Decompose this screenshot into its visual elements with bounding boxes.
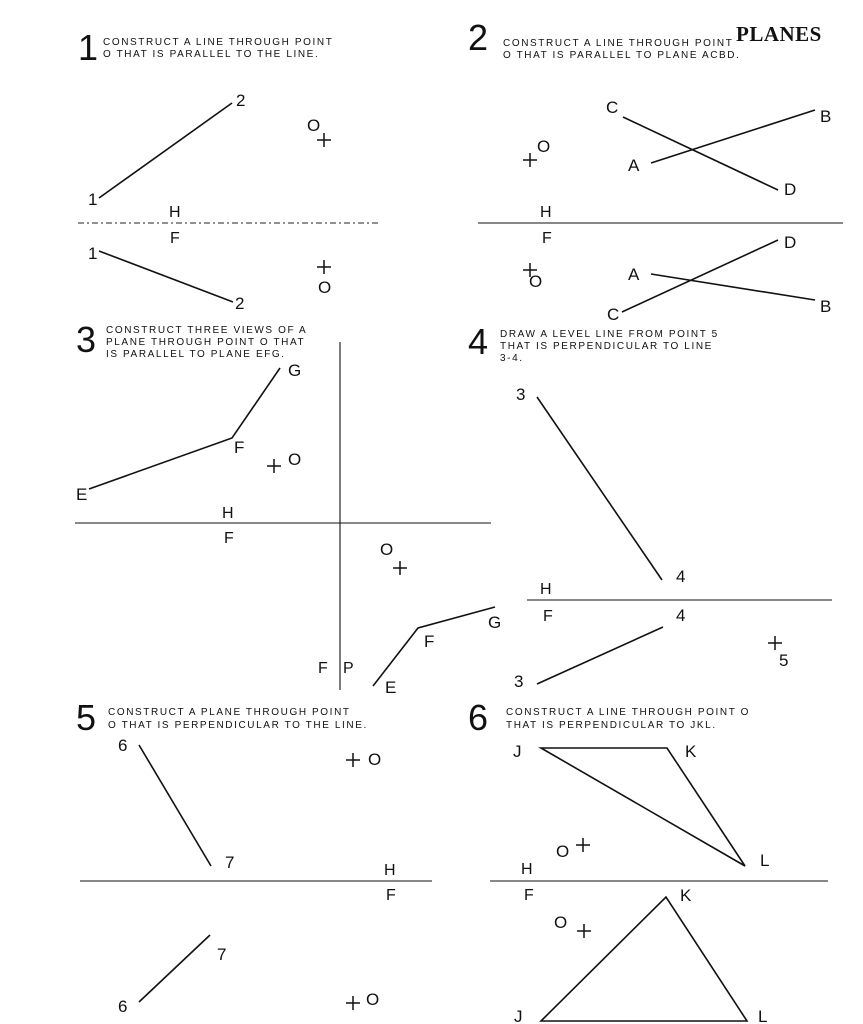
- problem-2-label-h: H: [540, 204, 552, 221]
- problem-3-label-f-top: F: [234, 438, 245, 457]
- problem-1-label-f: F: [170, 230, 180, 247]
- problem-2-label-c-top: C: [606, 98, 619, 117]
- problem-3-label-h: H: [222, 505, 234, 522]
- problem-6-label-l-bottom: L: [758, 1007, 768, 1024]
- problem-3-point-o-top: [267, 459, 281, 473]
- problem-2-line-cd-front: [622, 240, 778, 312]
- problem-5-label-f: F: [386, 887, 396, 904]
- problem-1-label-h: H: [169, 204, 181, 221]
- problem-3-number: 3: [76, 319, 97, 360]
- problem-5-label-o-bottom: O: [366, 990, 380, 1009]
- problem-5-label-7-top: 7: [225, 853, 235, 872]
- problem-2-label-f: F: [542, 230, 552, 247]
- problem-5-label-6-bottom: 6: [118, 997, 128, 1016]
- problem-4-label-3-bottom: 3: [514, 672, 524, 691]
- problem-4-label-f: F: [543, 608, 553, 625]
- problem-3-label-f: F: [224, 530, 234, 547]
- problem-4-instruction-line-1: DRAW A LEVEL LINE FROM POINT 5: [500, 329, 719, 340]
- problem-5-number: 5: [76, 697, 97, 738]
- problem-4-instruction-line-2: THAT IS PERPENDICULAR TO LINE: [500, 341, 713, 352]
- problem-4-label-4-top: 4: [676, 567, 686, 586]
- problem-6-point-o-top: [576, 838, 590, 852]
- problem-2-label-b-top: B: [820, 107, 832, 126]
- problem-2-line-ab-top: [651, 110, 815, 163]
- problem-5-point-o-top: [346, 753, 360, 767]
- problem-1-point-o-top: [317, 133, 331, 147]
- problem-1-label-2-top: 2: [236, 91, 246, 110]
- problem-6-label-f: F: [524, 887, 534, 904]
- problem-4: [468, 321, 832, 691]
- problem-1-label-o-bottom: O: [318, 278, 332, 297]
- problem-1-label-1-top: 1: [88, 190, 98, 209]
- problem-3-plane-efg-top-view: [89, 368, 280, 489]
- problem-2-point-o-top: [523, 153, 537, 167]
- problem-3-label-g-side: G: [488, 613, 502, 632]
- problem-6-label-o-bottom: O: [554, 913, 568, 932]
- problem-4-label-h: H: [540, 581, 552, 598]
- problem-5-label-o-top: O: [368, 750, 382, 769]
- problem-4-instruction-line-3: 3-4.: [500, 353, 524, 364]
- problem-6-label-j-top: J: [513, 742, 522, 761]
- problem-3-instruction-line-1: CONSTRUCT THREE VIEWS OF A: [106, 325, 308, 336]
- problem-3-label-e-top: E: [76, 485, 88, 504]
- problem-2-label-a-top: A: [628, 156, 640, 175]
- problem-2-number: 2: [468, 17, 489, 58]
- problem-2-instruction-line-2: O THAT IS PARALLEL TO PLANE ACBD.: [503, 50, 741, 61]
- problem-3-label-f-fold: F: [318, 660, 328, 677]
- problem-3-label-g-top: G: [288, 361, 302, 380]
- problem-6-label-o-top: O: [556, 842, 570, 861]
- problem-2-label-d-bottom: D: [784, 233, 797, 252]
- problem-3-label-p-fold: P: [343, 660, 354, 677]
- problem-3-point-o-front: [393, 561, 407, 575]
- problem-2-label-a-bottom: A: [628, 265, 640, 284]
- problem-2-label-b-bottom: B: [820, 297, 832, 316]
- problem-6-number: 6: [468, 697, 489, 738]
- problem-2-instruction-line-1: CONSTRUCT A LINE THROUGH POINT: [503, 38, 734, 49]
- problem-2-line-cd-top: [623, 117, 778, 190]
- problem-5-line-67-front: [139, 935, 210, 1002]
- problem-5-label-6-top: 6: [118, 736, 128, 755]
- problem-1-label-1-bottom: 1: [88, 244, 98, 263]
- problem-3-label-o-front: O: [380, 540, 394, 559]
- problem-5-line-67-top: [139, 745, 211, 866]
- problem-3-instruction-line-3: IS PARALLEL TO PLANE EFG.: [106, 349, 286, 360]
- problem-1-point-o-bottom: [317, 260, 331, 274]
- problem-5-instruction-line-1: CONSTRUCT A PLANE THROUGH POINT: [108, 707, 351, 718]
- problem-1-label-2-bottom: 2: [235, 294, 245, 313]
- problem-6: [468, 697, 828, 1024]
- problem-6-point-o-bottom: [577, 924, 591, 938]
- problem-3-label-e-side: E: [385, 678, 397, 697]
- problem-2-label-d-top: D: [784, 180, 797, 199]
- problem-2: [468, 17, 843, 324]
- problem-5: [76, 697, 432, 1016]
- problem-1-instruction-line-2: O THAT IS PARALLEL TO THE LINE.: [103, 49, 320, 60]
- problem-2-label-o-top: O: [537, 137, 551, 156]
- problem-6-label-k-bottom: K: [680, 886, 692, 905]
- problem-5-label-7-bottom: 7: [217, 945, 227, 964]
- problem-6-triangle-jkl-front: [541, 897, 747, 1021]
- problem-6-label-h: H: [521, 861, 533, 878]
- problem-1-label-o-top: O: [307, 116, 321, 135]
- problem-1-number: 1: [78, 27, 99, 68]
- problem-4-line-34-front: [537, 627, 663, 684]
- problem-6-triangle-jkl-top: [541, 748, 745, 866]
- problem-4-label-5: 5: [779, 651, 789, 670]
- problem-2-label-c-bottom: C: [607, 305, 620, 324]
- problem-3-label-f-side: F: [424, 632, 435, 651]
- problem-4-label-4-bottom: 4: [676, 606, 686, 625]
- problem-4-label-3-top: 3: [516, 385, 526, 404]
- problem-6-label-k-top: K: [685, 742, 697, 761]
- problem-3: [75, 319, 501, 697]
- problem-1-line-top-view: [99, 103, 232, 198]
- problem-1-line-front-view: [99, 251, 233, 302]
- problem-5-point-o-bottom: [346, 996, 360, 1010]
- problem-6-instruction-line-2: THAT IS PERPENDICULAR TO JKL.: [506, 720, 717, 731]
- problem-4-number: 4: [468, 321, 489, 362]
- problem-1: [78, 27, 378, 313]
- problem-5-label-h: H: [384, 862, 396, 879]
- problem-2-label-o-bottom: O: [529, 272, 543, 291]
- problem-3-label-o-top: O: [288, 450, 302, 469]
- problem-6-label-j-bottom: J: [514, 1007, 523, 1024]
- problem-4-point-5: [768, 636, 782, 650]
- problem-5-instruction-line-2: O THAT IS PERPENDICULAR TO THE LINE.: [108, 720, 368, 731]
- problem-3-instruction-line-2: PLANE THROUGH POINT O THAT: [106, 337, 306, 348]
- problem-6-label-l-top: L: [760, 851, 770, 870]
- problem-6-instruction-line-1: CONSTRUCT A LINE THROUGH POINT O: [506, 707, 751, 718]
- problem-1-instruction-line-1: CONSTRUCT A LINE THROUGH POINT: [103, 37, 334, 48]
- problem-4-line-34-top: [537, 397, 662, 580]
- page-title: PLANES: [736, 22, 822, 46]
